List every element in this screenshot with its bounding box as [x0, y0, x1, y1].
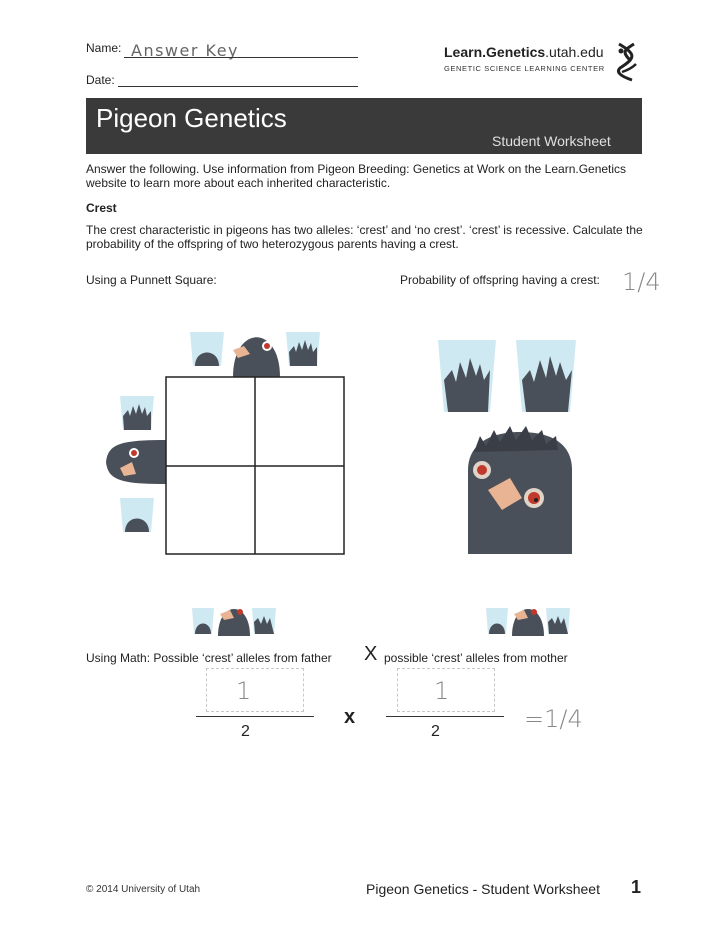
page-title: Pigeon Genetics — [96, 103, 287, 133]
section-description: The crest characteristic in pigeons has two alleles: ‘crest’ and ‘no crest’. ‘crest’ is recessive. Calculate the probability of the offspring of two heterozygous parents having a crest. — [86, 223, 643, 251]
left-allele-no-crest — [120, 498, 154, 532]
name-label: Name: — [86, 41, 122, 55]
intro-text: Answer the following. Use information from Pigeon Breeding: Genetics at Work on the Learn.Genetics website to learn more about each inherited characteristic. — [86, 162, 627, 190]
dna-logo-icon — [614, 42, 642, 82]
date-line[interactable] — [118, 86, 358, 87]
multiply-operator: x — [344, 706, 356, 728]
crest-tile-right-icon — [516, 340, 576, 412]
probability-answer[interactable]: 1/4 — [622, 268, 661, 296]
fraction1-denominator: 2 — [241, 723, 250, 740]
brand-name — [444, 44, 604, 60]
date-label: Date: — [86, 73, 115, 87]
name-value: Answer Key — [131, 41, 240, 60]
brand-subtitle: GENETIC SCIENCE LEARNING CENTER — [444, 64, 605, 73]
crest-tile-left-icon — [438, 340, 496, 412]
top-allele-no-crest — [190, 332, 224, 366]
crested-pigeon-icon — [468, 426, 572, 554]
copyright-text: © 2014 University of Utah — [86, 884, 201, 895]
fraction2-line — [386, 716, 504, 717]
punnett-label: Using a Punnett Square: — [86, 273, 217, 287]
math-result[interactable]: =1/4 — [524, 705, 583, 733]
fraction2-denominator: 2 — [431, 723, 440, 740]
probability-label: Probability of offspring having a crest: — [400, 273, 600, 287]
brand-rest: .utah.edu — [545, 44, 604, 60]
fraction1-numerator-box[interactable] — [206, 668, 304, 712]
fraction1-numerator: 1 — [236, 677, 252, 705]
punnett-grid — [166, 377, 344, 554]
father-alleles-icon — [190, 596, 280, 640]
name-line[interactable] — [124, 57, 358, 58]
section-heading: Crest — [86, 201, 117, 215]
mother-alleles-icon — [484, 596, 574, 640]
left-parent-pigeon — [106, 440, 166, 484]
crest-illustration — [430, 340, 600, 560]
math-label-father: Using Math: Possible ‘crest’ alleles from father — [86, 651, 332, 665]
page-subtitle: Student Worksheet — [492, 133, 611, 149]
page-number: 1 — [631, 877, 642, 897]
fraction1-line — [196, 716, 314, 717]
footer-title: Pigeon Genetics - Student Worksheet — [366, 881, 600, 897]
fraction2-numerator: 1 — [434, 677, 450, 705]
brand-bold: Learn.Genetics — [444, 44, 546, 60]
math-times-sign: X — [364, 643, 378, 665]
top-parent-pigeon — [233, 337, 280, 377]
punnett-square-figure — [100, 310, 360, 560]
math-label-mother: possible ‘crest’ alleles from mother — [384, 651, 568, 665]
top-allele-crest — [286, 332, 320, 366]
left-allele-crest — [120, 396, 154, 430]
